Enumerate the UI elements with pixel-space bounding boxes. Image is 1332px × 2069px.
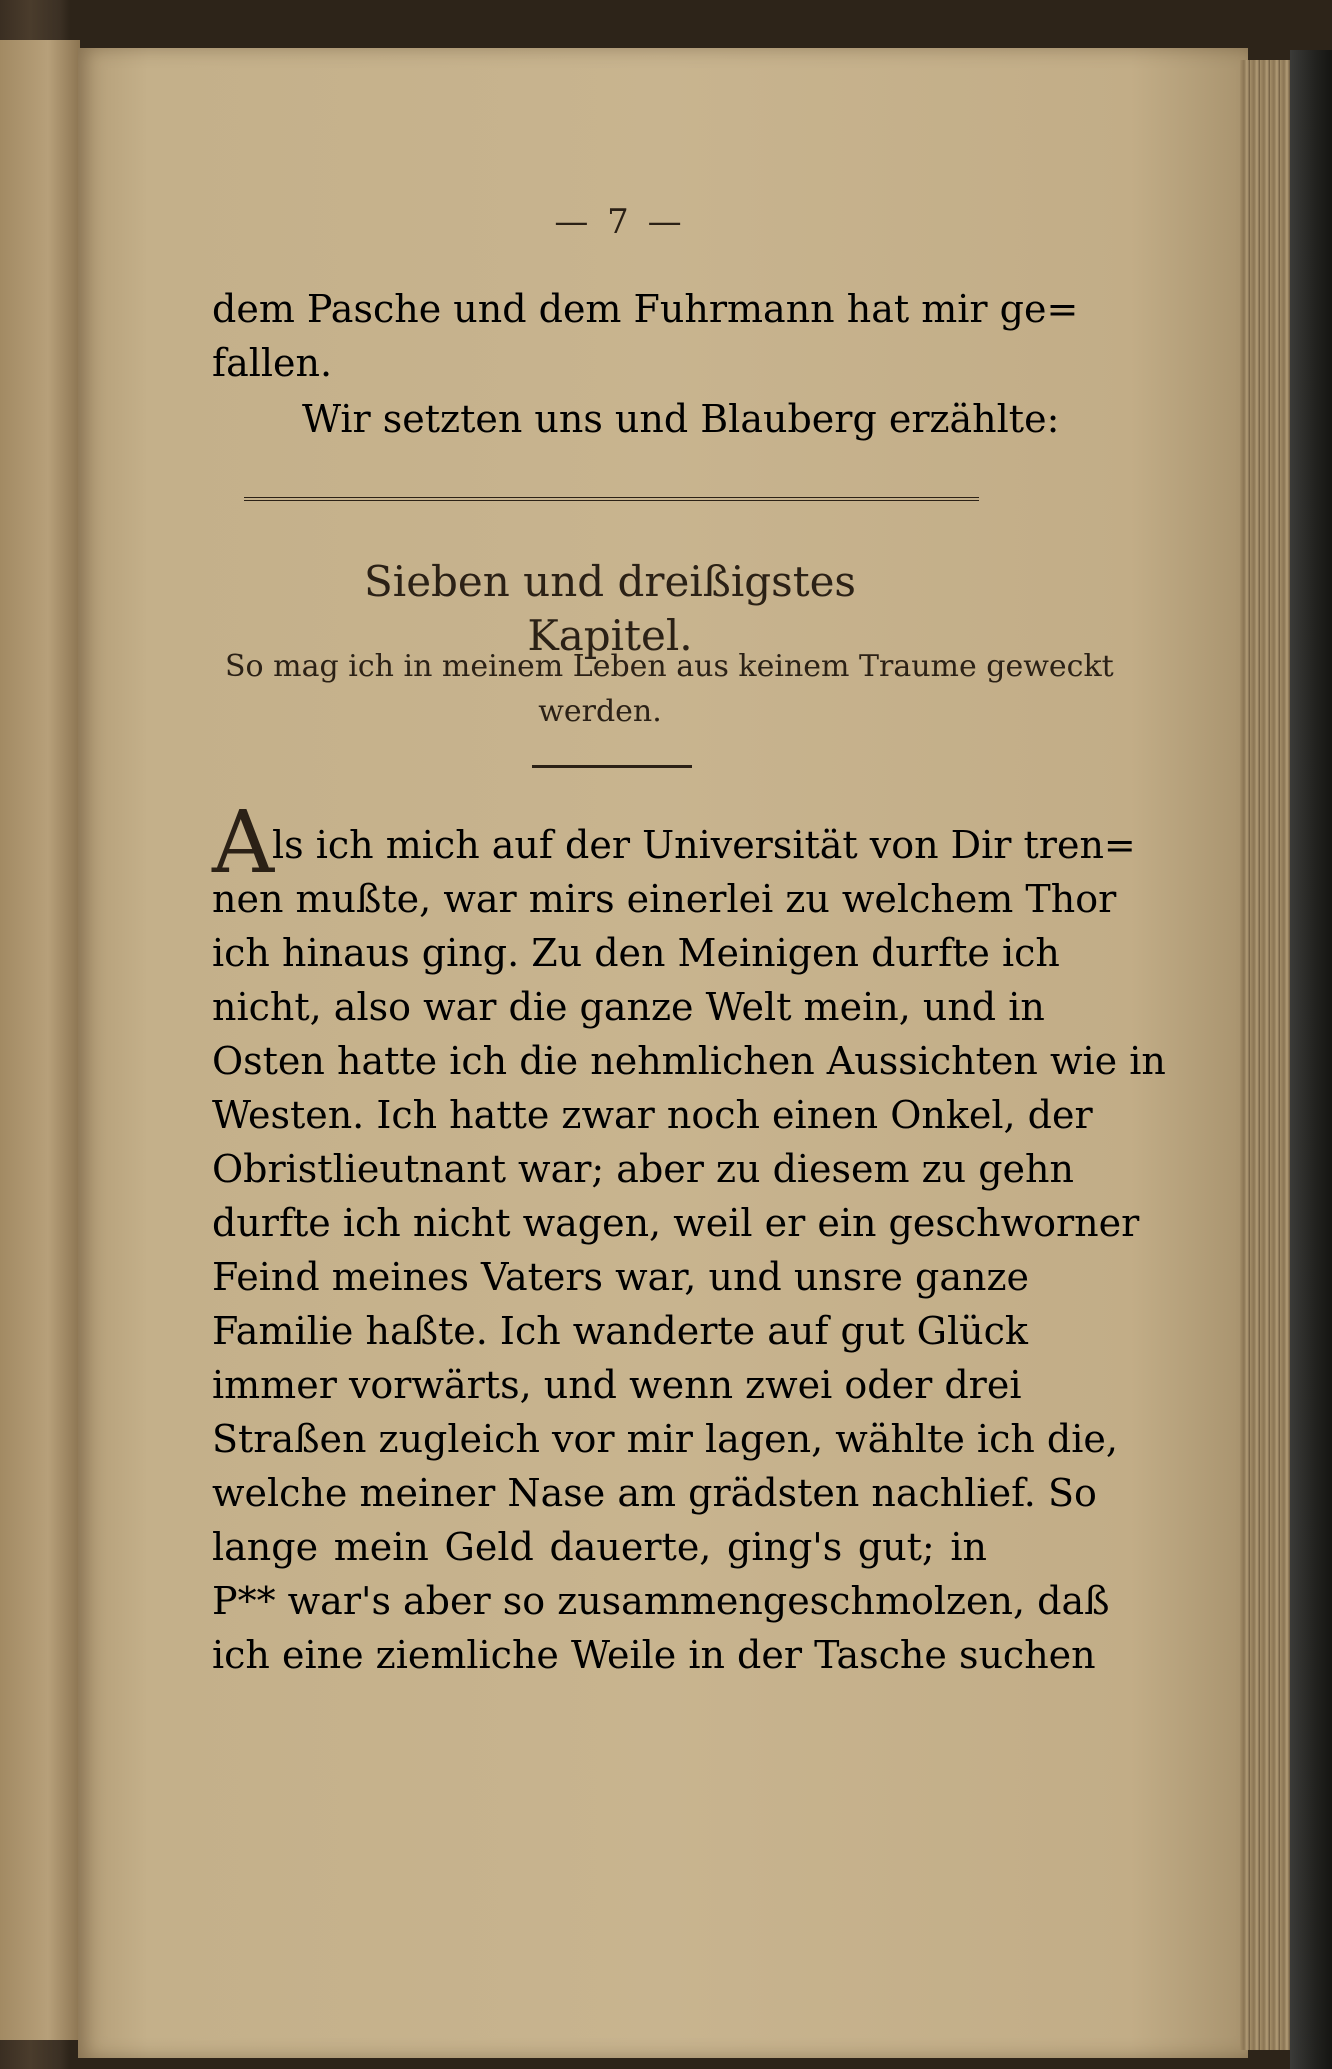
text-line: Obristlieutnant war; aber zu diesem zu gehn: [212, 1147, 1074, 1191]
text-line: dem Pasche und dem Fuhrmann hat mir ge=: [212, 287, 1079, 331]
page-number: — 7 —: [554, 202, 686, 242]
short-divider: [532, 765, 692, 768]
text-line: welche meiner Nase am grädsten nachlief. So: [212, 1471, 1097, 1515]
text-line: immer vorwärts, und wenn zwei oder drei: [212, 1363, 1022, 1407]
previous-page-edge: [0, 40, 80, 2040]
text-line: ich eine ziemliche Weile in der Tasche suchen: [212, 1633, 1096, 1677]
text-line: ich hinaus ging. Zu den Meinigen durfte ich: [212, 931, 1060, 975]
chapter-motto-line: werden.: [538, 694, 662, 729]
chapter-motto-line: So mag ich in meinem Leben aus keinem Traume geweckt: [225, 649, 1114, 684]
text-line: Familie haßte. Ich wanderte auf gut Glück: [212, 1309, 1028, 1353]
text-line: nen mußte, war mirs einerlei zu welchem Thor: [212, 877, 1117, 921]
section-divider: [244, 497, 979, 501]
text-line: fallen.: [212, 341, 333, 385]
text-line: Osten hatte ich die nehmlichen Aussichten wie in: [212, 1039, 1166, 1083]
book-cover-edge: [1290, 50, 1332, 2069]
text-line: nicht, also war die ganze Welt mein, und in: [212, 985, 1045, 1029]
drop-initial: A: [212, 793, 275, 893]
text-line: lange mein Geld dauerte, ging's gut; in: [212, 1525, 987, 1569]
text-line: P** war's aber so zusammengeschmolzen, daß: [212, 1579, 1110, 1623]
text-line: Feind meines Vaters war, und unsre ganze: [212, 1255, 1029, 1299]
chapter-title: Sieben und dreißigstes Kapitel.: [363, 557, 856, 660]
text-line: Westen. Ich hatte zwar noch einen Onkel, der: [212, 1093, 1093, 1137]
page-stack-edges: [1240, 60, 1290, 2050]
text-line: durfte ich nicht wagen, weil er ein geschworner: [212, 1201, 1140, 1245]
text-line: Wir setzten uns und Blauberg erzählte:: [302, 397, 1060, 441]
text-line: Straßen zugleich vor mir lagen, wählte ich die,: [212, 1417, 1118, 1461]
text-line: ls ich mich auf der Universität von Dir tren=: [272, 823, 1136, 867]
